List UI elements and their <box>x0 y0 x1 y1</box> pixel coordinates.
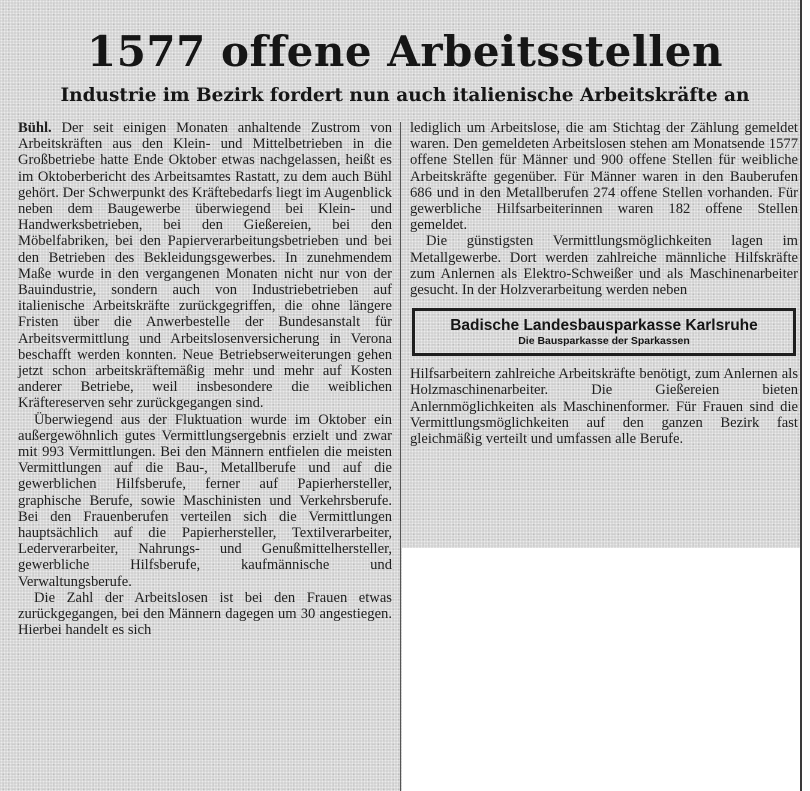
page-edge <box>800 0 810 791</box>
article-headline: 1577 offene Arbeitsstellen <box>86 27 723 76</box>
blank-area <box>402 548 810 791</box>
article-paragraph: Die günstigsten Vermittlungsmöglichkeiten lagen im Metallgewerbe. Dort werden zahlreiche männliche Hilfskräfte zum Anlernen als Elektro-Schweißer und als Maschinenarbeiter gesucht. In der Holzverarbeitung werden neben <box>410 233 798 299</box>
article-paragraph <box>18 120 392 412</box>
article-column-left <box>18 120 392 639</box>
advertisement-box <box>412 308 796 356</box>
article-paragraph: Die Zahl der Arbeitslosen ist bei den Frauen etwas zurückgegangen, bei den Männern dagegen um 30 angestiegen. Hierbei handelt es sich <box>18 589 392 639</box>
article-column-right <box>410 120 798 447</box>
paragraph-text: Der seit einigen Monaten anhaltende Zustrom von Arbeitskräften aus den Klein- und Mittelbetrieben in die Großbetriebe hatte Ende Oktober etwas nachgelassen, heißt es im Oktoberbericht des Arbeitsamtes Rastatt, zu dem auch Bühl gehört. Der Schwerpunkt des Kräftebedarfs liegt im Augenblick neben dem Baugewerbe überwiegend bei Klein- und Handwerksbetrieben, bei den Gießereien, bei den Möbelfabriken, bei den Papierverarbeitungsbetrieben und bei den Betrieben des Bekleidungsgewerbes. In zunehmendem Maße wurde in den vergangenen Monaten nicht nur von der Bauindustrie, sondern auch von Industriebetrieben auf italienische Arbeitskräfte zurückgegriffen, die ohne längere Fristen über die Anwerbestelle der Bundesanstalt für Arbeitsvermittlung und Arbeitslosenversicherung in Verona beschafft werden konnten. Neue Betriebserweiterungen gehen jetzt schon arbeitskräftemäßig mehr und mehr auf Kosten anderer Betriebe, weil insbesondere die weiblichen Kräftereserven sehr zurückgegangen sind. <box>18 120 392 412</box>
article-paragraph: Überwiegend aus der Fluktuation wurde im Oktober ein außergewöhnlich gutes Vermittlungsergebnis erzielt und zwar mit 993 Vermittlungen. Bei den Männern entfielen die meisten Vermittlungen auf die Bau-, Metallberufe und auf die gewerblichen Hilfsberufe, ferner auf Papierhersteller, graphische Berufe, sowie Maschinisten und Verkehrsberufe. Bei den Frauenberufen verteilen sich die Vermittlungen hauptsächlich auf die Papierhersteller, Textilverarbeiter, Lederverarbeiter, Nahrungs- und Genußmittelhersteller, gewerbliche Hilfsberufe, kaufmännische und Verwaltungsberufe. <box>18 411 392 590</box>
advertisement-title: Badische Landesbausparkasse Karlsruhe <box>450 317 758 335</box>
column-divider <box>400 122 401 791</box>
dateline-place: Bühl. <box>18 120 52 136</box>
article-paragraph: lediglich um Arbeitslose, die am Stichtag der Zählung gemeldet waren. Den gemeldeten Arbeitslosen stehen am Monatsende 1577 offene Stellen für Männer und 900 offene Stellen für weibliche Arbeitskräfte gegenüber. Für Männer waren in den Bauberufen 686 und in den Metallberufen 274 offene Stellen vorhanden. Für gewerbliche Hilfsarbeiterinnen waren 182 offene Stellen gemeldet. <box>410 120 798 234</box>
article-paragraph: Hilfsarbeitern zahlreiche Arbeitskräfte benötigt, zum Anlernen als Holzmaschinenarbeiter. Die Gießereien bieten Anlernmöglichkeiten als Maschinenformer. Für Frauen sind die Vermittlungsmöglichkeiten auf den ganzen Bezirk fast gleichmäßig verteilt und umfassen alle Berufe. <box>410 366 798 448</box>
advertisement-subtitle: Die Bausparkasse der Sparkassen <box>518 335 690 348</box>
article-subheadline: Industrie im Bezirk fordert nun auch italienische Arbeitskräfte an <box>60 85 750 106</box>
